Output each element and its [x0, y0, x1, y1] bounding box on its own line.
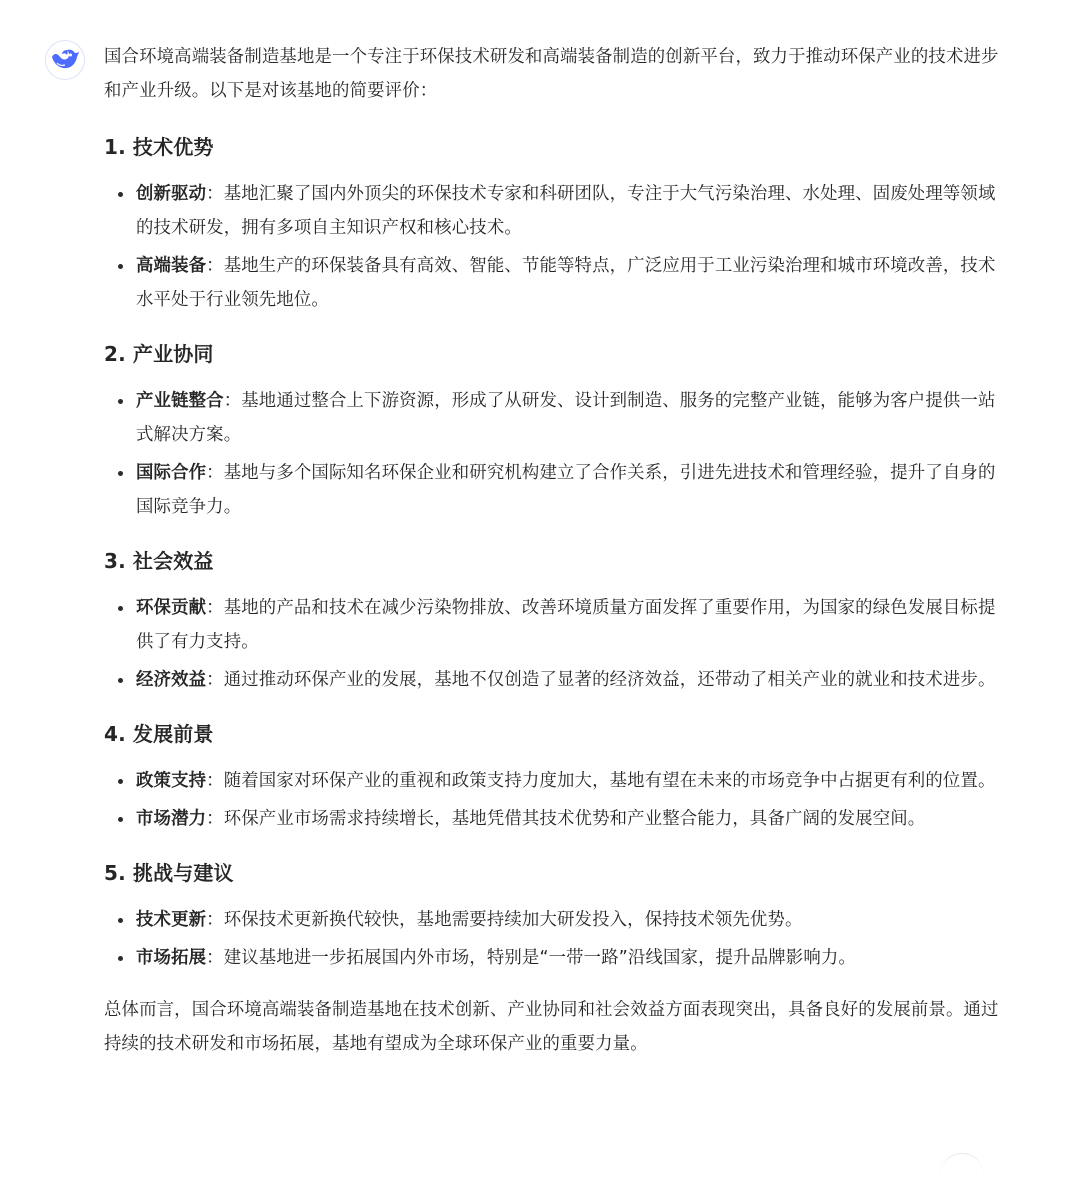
section-heading: 5. 挑战与建议	[104, 861, 234, 885]
bullet-text: ：基地的产品和技术在减少污染物排放、改善环境质量方面发挥了重要作用，为国家的绿色发展目标提供了有力支持。	[136, 598, 996, 652]
section-heading: 3. 社会效益	[104, 549, 214, 573]
bullet-text: ：随着国家对环保产业的重视和政策支持力度加大，基地有望在未来的市场竞争中占据更有利的位置。	[206, 771, 996, 791]
list-item	[104, 591, 1004, 659]
bullet-term: 市场拓展	[136, 948, 207, 968]
bullet-list	[104, 384, 1004, 524]
bullet-text: ：基地与多个国际知名环保企业和研究机构建立了合作关系，引进先进技术和管理经验，提升了自身的国际竞争力。	[136, 463, 996, 517]
section-heading: 1. 技术优势	[104, 135, 214, 159]
bullet-term: 国际合作	[136, 463, 207, 483]
section-industry-synergy	[104, 339, 1004, 524]
bullet-term: 环保贡献	[136, 598, 207, 618]
scroll-button-edge[interactable]	[940, 1153, 984, 1184]
section-heading: 4. 发展前景	[104, 722, 214, 746]
bullet-list	[104, 903, 1004, 975]
list-item	[104, 663, 1004, 697]
list-item	[104, 764, 1004, 798]
bullet-list	[104, 591, 1004, 697]
list-item	[104, 249, 1004, 317]
intro-paragraph: 国合环境高端装备制造基地是一个专注于环保技术研发和高端装备制造的创新平台，致力于推动环保产业的技术进步和产业升级。以下是对该基地的简要评价：	[104, 47, 999, 101]
bullet-term: 创新驱动	[136, 184, 207, 204]
bullet-text: ：建议基地进一步拓展国内外市场，特别是“一带一路”沿线国家，提升品牌影响力。	[206, 948, 856, 968]
bullet-text: ：基地汇聚了国内外顶尖的环保技术专家和科研团队，专注于大气污染治理、水处理、固废处理等领域的技术研发，拥有多项自主知识产权和核心技术。	[136, 184, 996, 238]
conclusion-paragraph: 总体而言，国合环境高端装备制造基地在技术创新、产业协同和社会效益方面表现突出，具备良好的发展前景。通过持续的技术研发和市场拓展，基地有望成为全球环保产业的重要力量。	[104, 1000, 999, 1054]
bullet-term: 政策支持	[136, 771, 207, 791]
section-social-benefits	[104, 546, 1004, 697]
section-challenges-suggestions	[104, 858, 1004, 975]
list-item	[104, 384, 1004, 452]
bullet-term: 技术更新	[136, 910, 207, 930]
section-tech-advantage	[104, 132, 1004, 317]
section-heading: 2. 产业协同	[104, 342, 214, 366]
bullet-list	[104, 764, 1004, 836]
list-item	[104, 802, 1004, 836]
bullet-term: 市场潜力	[136, 809, 207, 829]
bullet-list	[104, 177, 1004, 317]
bullet-text: ：基地通过整合上下游资源，形成了从研发、设计到制造、服务的完整产业链，能够为客户提供一站式解决方案。	[136, 391, 996, 445]
section-development-prospects	[104, 719, 1004, 836]
list-item	[104, 903, 1004, 937]
whale-logo-icon	[50, 48, 80, 72]
bullet-term: 经济效益	[136, 670, 207, 690]
bullet-text: ：环保技术更新换代较快，基地需要持续加大研发投入，保持技术领先优势。	[206, 910, 803, 930]
list-item	[104, 941, 1004, 975]
list-item	[104, 177, 1004, 245]
bullet-text: ：基地生产的环保装备具有高效、智能、节能等特点，广泛应用于工业污染治理和城市环境改善，技术水平处于行业领先地位。	[136, 256, 996, 310]
answer-content	[104, 40, 1004, 1061]
assistant-avatar	[45, 40, 85, 80]
bullet-term: 高端装备	[136, 256, 207, 276]
bullet-text: ：环保产业市场需求持续增长，基地凭借其技术优势和产业整合能力，具备广阔的发展空间。	[206, 809, 926, 829]
list-item	[104, 456, 1004, 524]
bullet-text: ：通过推动环保产业的发展，基地不仅创造了显著的经济效益，还带动了相关产业的就业和技术进步。	[206, 670, 996, 690]
bullet-term: 产业链整合	[136, 391, 224, 411]
